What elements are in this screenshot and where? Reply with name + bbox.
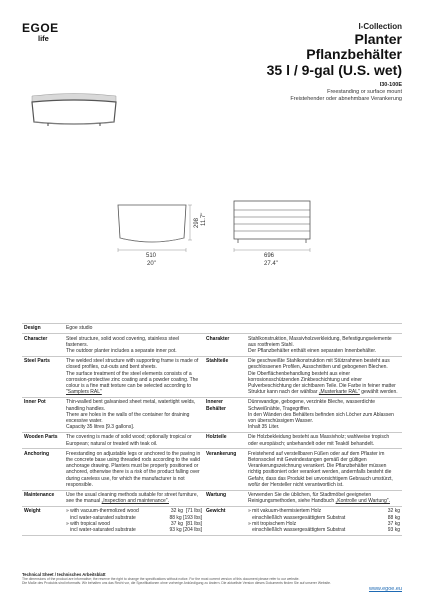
spec-label-en: [22, 449, 64, 490]
spec-label-de: [204, 432, 246, 448]
product-desc-de: Freistehender oder abnehmbare Verankerung: [290, 96, 402, 102]
spec-label-en: [22, 490, 64, 506]
product-volume: 35 l / 9-gal (U.S. wet): [266, 62, 402, 78]
spec-row-wood: [22, 432, 402, 448]
weight-label-de: [204, 506, 246, 535]
collection-name: I-Collection: [358, 22, 402, 31]
weight-row-en: [66, 527, 202, 533]
front-view-drawing: [108, 180, 208, 275]
weight-label-en: [22, 506, 64, 535]
product-name-de: Pflanzbehälter: [306, 46, 402, 62]
spec-label-de-text: Stahlteile: [206, 358, 229, 365]
spec-label-en: [22, 356, 64, 397]
spec-text-en: [64, 356, 204, 397]
spec-label-en-text: Character: [24, 335, 48, 342]
weight-row-label: einschließlich wassergesättigtem Substrat: [248, 514, 346, 521]
weight-row-value: 37 kg [81 lbs]: [170, 520, 202, 527]
weight-label-en-text: Weight: [24, 508, 41, 515]
spec-label-de: [204, 397, 246, 432]
spec-text-en-text: Freestanding on adjustable legs or anchored to the paving in the concrete base using threaded rods according to the valid anchorage drawing. Planters must be properly positioned or anchored, otherwise there is a risk of the product falling over during careless use, for which the manufacturer is not responsible.: [66, 450, 201, 488]
spec-label-de-text: Innerer Behälter: [206, 399, 227, 412]
spec-label-en-text: Inner Pot: [24, 399, 46, 406]
weight-row-value: 93 kg: [387, 526, 400, 533]
spec-table: [22, 323, 402, 536]
side-view-drawing: [224, 183, 320, 275]
brand-logo: [22, 22, 72, 43]
product-code: I30-100E: [379, 82, 402, 88]
spec-text-de-tail: gewählt werden.: [359, 389, 398, 396]
spec-text-de-text: Die Holzbekleidung besteht aus Massivholz; wahlweise tropisch oder europäisch; unbehandelt oder mit Teaköl behandelt.: [248, 434, 390, 447]
height-dimension-mm: 298: [194, 217, 200, 228]
brand-sub: life: [38, 34, 49, 43]
weight-row-value: 88 kg [193 lbs]: [169, 514, 202, 521]
product-desc-en: Freestanding or surface mount: [327, 89, 402, 95]
spec-link-en[interactable]: "Samplers RAL": [66, 389, 102, 396]
height-dimension-in: 11.7": [201, 212, 207, 226]
weight-row-label: » with tropical wood: [66, 520, 110, 527]
spec-link-de[interactable]: „Musterkarte RAL": [318, 389, 360, 396]
spec-link-en[interactable]: „Inspection and maintenance".: [101, 498, 169, 505]
spec-text-en: [64, 432, 204, 448]
weight-values-en: [64, 506, 204, 535]
spec-row-character: [22, 334, 402, 357]
spec-row-maintenance: [22, 490, 402, 506]
spec-text-en-text: Egoe studio: [66, 325, 93, 332]
spec-label-de-text: Verankerung: [206, 450, 237, 457]
spec-text-en-text: Steel structure, solid wood covering, stainless steel fasteners. The outdoor planter includes a separate inner pot.: [66, 335, 180, 354]
footer-title: Technical Sheet / technisches Arbeitsblatt: [22, 572, 106, 577]
spec-row-inner: [22, 397, 402, 432]
website-link[interactable]: www.egoe.eu: [368, 586, 402, 592]
spec-row-steel: [22, 356, 402, 397]
spec-label-en: [22, 432, 64, 448]
weight-row-label: » mit vakuum-thermisiertem Holz: [248, 508, 322, 515]
spec-text-de-text: Stahlkonstruktion, Massivholzverkleidung, Befestigungselemente aus rostfreiem Stahl. Der Pflanzbehälter enthält einen separaten Innenbehälter.: [248, 335, 392, 354]
spec-text-de-text: Die geschweißte Stahlkonstruktion mit Stützrahmen besteht aus geschlossenen Profilen, Ausschnitten und gebogenen Blechen. Die Oberflächenbehandlung besteht aus einer korrosionsschützenden Zinkbeschichtung und einer Pulverbeschichtung der sichtbaren Teile. Die Farbe in feiner matter Struktur kann nach der wählbar: [248, 358, 396, 396]
spec-label-en: [22, 397, 64, 432]
spec-text-en-text: Use the usual cleaning methods suitable for street furniture, see the manual: [66, 491, 199, 505]
spec-text-en-text: The welded steel structure with supporting frame is made of closed profiles, cut-outs and bent sheets. The surface treatment of the steel elements consists of a corrosion-protective zinc coating and a powder coating. The colour is a fine matt texture can be selected according to: [66, 358, 199, 389]
spec-text-de-text: Freistehend auf verstellbaren Füßen oder auf dem Pflaster im Betonsockel mit Gewindestangen gemäß der gültigen Verankerungszeichnung verankert. Die Pflanzbehälter müssen richtig positioniert oder verankert werden, andernfalls besteht die Gefahr, dass das Produkt bei unvorsichtigem Gebrauch umstürzt, wofür der Hersteller nicht verantwortlich ist.: [248, 450, 393, 488]
spec-text-de: [246, 324, 402, 334]
product-name: Planter: [354, 31, 402, 47]
spec-label-de-text: Charakter: [206, 335, 230, 342]
spec-text-en: [64, 397, 204, 432]
weight-row-value: 88 kg: [387, 514, 400, 521]
spec-text-de: [246, 397, 402, 432]
spec-row-anchoring: [22, 449, 402, 490]
weight-row-label: einschließlich wassergesättigtem Substrat: [248, 526, 346, 533]
weight-row-de: [248, 527, 400, 533]
spec-label-en: [22, 334, 64, 357]
spec-label-de: [204, 324, 246, 334]
weight-row-label: » mit tropischem Holz: [248, 520, 297, 527]
spec-row-weight: [22, 506, 402, 535]
footer-text-de: Die Maße des Produkts sind informativ. Wir behalten uns das Recht vor, die Spezifikationen ohne vorherige Ankündigung zu ändern. Die aktuellste Version dieses Dokuments finden Sie auf unserer Website.: [22, 581, 331, 586]
weight-row-label: incl water-saturated substrate: [66, 526, 136, 533]
spec-label-en-text: Maintenance: [24, 491, 55, 498]
front-width-in: 20": [147, 261, 156, 267]
spec-label-de: [204, 334, 246, 357]
weight-row-value: 93 kg [204 lbs]: [169, 526, 202, 533]
spec-text-de: [246, 449, 402, 490]
spec-text-de-text: Dünnwandige, gebogene, verzinkte Bleche, wasserdichte Schweißnähte, Tragegriffen. In den Wänden des Behälters befinden sich Löcher zum Ablassen von überschüssigem Wasser. Inhalt 35 Liter.: [248, 399, 394, 431]
spec-text-de: [246, 432, 402, 448]
spec-text-en-text: Thin-walled bent galvanised sheet metal, watertight welds, handling handles. There are holes in the walls of the container for draining excessive water. Capacity 35 litres [9.3 gallons].: [66, 399, 196, 431]
weight-values-de: [246, 506, 402, 535]
spec-text-en: [64, 490, 204, 506]
spec-link-de[interactable]: „Kontrolle und Wartung".: [335, 498, 390, 505]
front-width-mm: 510: [146, 253, 157, 259]
spec-text-en: [64, 334, 204, 357]
side-width-in: 27.4": [264, 261, 278, 267]
spec-label-en-text: Design: [24, 325, 41, 332]
spec-text-en: [64, 449, 204, 490]
spec-label-en-text: Steel Parts: [24, 358, 50, 365]
spec-label-en: [22, 324, 64, 334]
spec-label-de: [204, 449, 246, 490]
footer: [22, 572, 402, 592]
spec-text-de-text: Verwenden Sie die üblichen, für Stadtmöbel geeigneten Reinigungsmethoden, siehe Handbuch: [248, 491, 372, 505]
spec-label-de-text: Holzteile: [206, 434, 227, 441]
spec-text-de: [246, 334, 402, 357]
spec-label-de: [204, 490, 246, 506]
spec-text-de: [246, 356, 402, 397]
weight-row-value: 32 kg: [387, 508, 400, 515]
weight-row-label: » with vacuum-thermolized wood: [66, 508, 139, 515]
spec-label-en-text: Wooden Parts: [24, 434, 58, 441]
spec-text-en-text: The covering is made of solid wood; optionally tropical or European; natural or treated with teak oil.: [66, 434, 192, 447]
product-render-image: [28, 92, 120, 128]
spec-label-de: [204, 356, 246, 397]
spec-label-en-text: Anchoring: [24, 450, 49, 457]
spec-text-de: [246, 490, 402, 506]
spec-row-design: [22, 324, 402, 334]
spec-label-de-text: Wartung: [206, 491, 227, 498]
front-view-svg: [108, 180, 208, 275]
spec-text-en: [64, 324, 204, 334]
title-block: [172, 22, 402, 103]
side-width-mm: 696: [264, 253, 275, 259]
weight-row-value: 37 kg: [387, 520, 400, 527]
weight-row-value: 32 kg [71 lbs]: [170, 508, 202, 515]
footer-text-en: The dimensions of the product are informative; the reserve the right to change the specifications without notice. For the most current version of this document please refer to our website.: [22, 577, 300, 581]
weight-label-de-text: Gewicht: [206, 508, 226, 515]
brand-name: EGOE: [22, 21, 59, 35]
weight-row-label: incl water-saturated substrate: [66, 514, 136, 521]
